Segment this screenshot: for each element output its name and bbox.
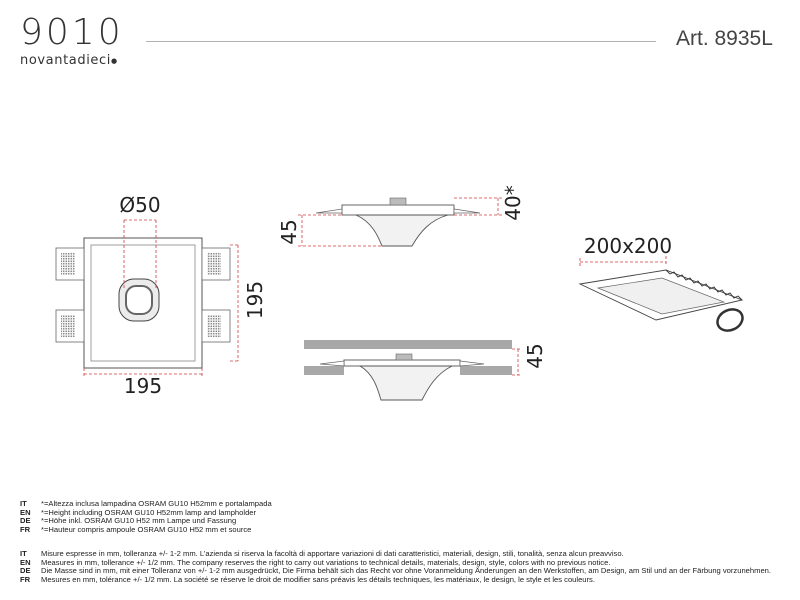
note-lang: EN (20, 557, 31, 567)
note-lang: EN (20, 507, 31, 517)
note-lang: FR (20, 524, 31, 534)
note-row (20, 526, 272, 535)
dim-width: 195 (123, 374, 163, 398)
clip-right-bottom-texture (207, 315, 221, 337)
note-text: Measures in mm, tollerance +/- 1/2 mm. The company reserves the right to carry out variations to technical details, materials, design, style, colors with no previous notice. (41, 557, 611, 567)
note-row (20, 576, 771, 585)
section-lampholder (396, 354, 412, 360)
note-lang: DE (20, 516, 31, 526)
section-view (304, 340, 547, 400)
ceiling-lower-right (460, 366, 512, 375)
dim-ceiling-cutout: 200x200 (583, 234, 673, 258)
clip-left-top-texture (61, 253, 75, 275)
lamp-ring (126, 286, 152, 314)
section-clip-right (460, 361, 484, 366)
article-number: Art. 8935L (676, 27, 773, 50)
note-text: Mesures en mm, tolérance +/- 1/2 mm. La société se réserve le droit de modifier sans préavis les détails techniques, les matériaux, le design, le style et les couleurs. (41, 574, 595, 584)
dim-section-depth: 45 (523, 343, 547, 369)
dim-diameter: Ø50 (119, 193, 161, 217)
note-text: *=Height including OSRAM GU10 H52mm lamp and lampholder (41, 507, 257, 517)
asterisk-notes (20, 500, 272, 534)
note-lang: FR (20, 574, 31, 584)
side-view (277, 185, 525, 246)
ceiling-upper (304, 340, 512, 349)
dim-lamp-height: 40* (501, 185, 525, 221)
note-text: *=Altezza inclusa lampadina OSRAM GU10 H52mm e portalampada (41, 499, 272, 508)
brand-word: novantadieci (20, 53, 111, 68)
section-clip-left (320, 361, 344, 366)
note-text: *=Hauteur compris ampoule OSRAM GU10 H52 mm et source (41, 524, 252, 534)
brand-number: 9010 (20, 12, 124, 53)
clip-right-top-texture (207, 253, 221, 275)
side-flange (342, 205, 454, 215)
section-body (360, 366, 452, 400)
section-flange (344, 360, 460, 366)
disclaimer-notes (20, 550, 771, 584)
note-lang: IT (20, 549, 27, 558)
cutout-view (580, 234, 746, 335)
side-clip-right (454, 209, 480, 213)
note-text: *=Höhe inkl. OSRAM GU10 H52 mm Lampe und Fassung (41, 516, 237, 526)
side-body (356, 215, 448, 246)
note-text: Die Masse sind in mm, mit einer Tolleranz von +/- 1-2 mm ausgedrückt, Die Firma behält sich das Recht vor ohne Voranmeldung Änderungen an den Werkstoffen, am Design, am Stil und an der Färbung vorzunehmen. (41, 566, 771, 576)
dim-height: 195 (243, 280, 267, 320)
hole-saw-icon (714, 305, 746, 334)
note-text: Misure espresse in mm, tolleranza +/- 1-2 mm. L’azienda si riserva la facoltà di apportare variazioni di dati caratteristici, materiali, design, stili, tonalità, senza alcun preavviso. (41, 549, 624, 558)
registered-mark-icon: ● (110, 57, 118, 65)
side-lampholder (390, 198, 406, 205)
plan-view (56, 193, 267, 398)
ceiling-lower-left (304, 366, 344, 375)
clip-left-bottom-texture (61, 315, 75, 337)
note-lang: IT (20, 499, 27, 508)
dim-side-depth: 45 (277, 219, 301, 245)
note-lang: DE (20, 566, 31, 576)
side-clip-left (316, 209, 342, 213)
